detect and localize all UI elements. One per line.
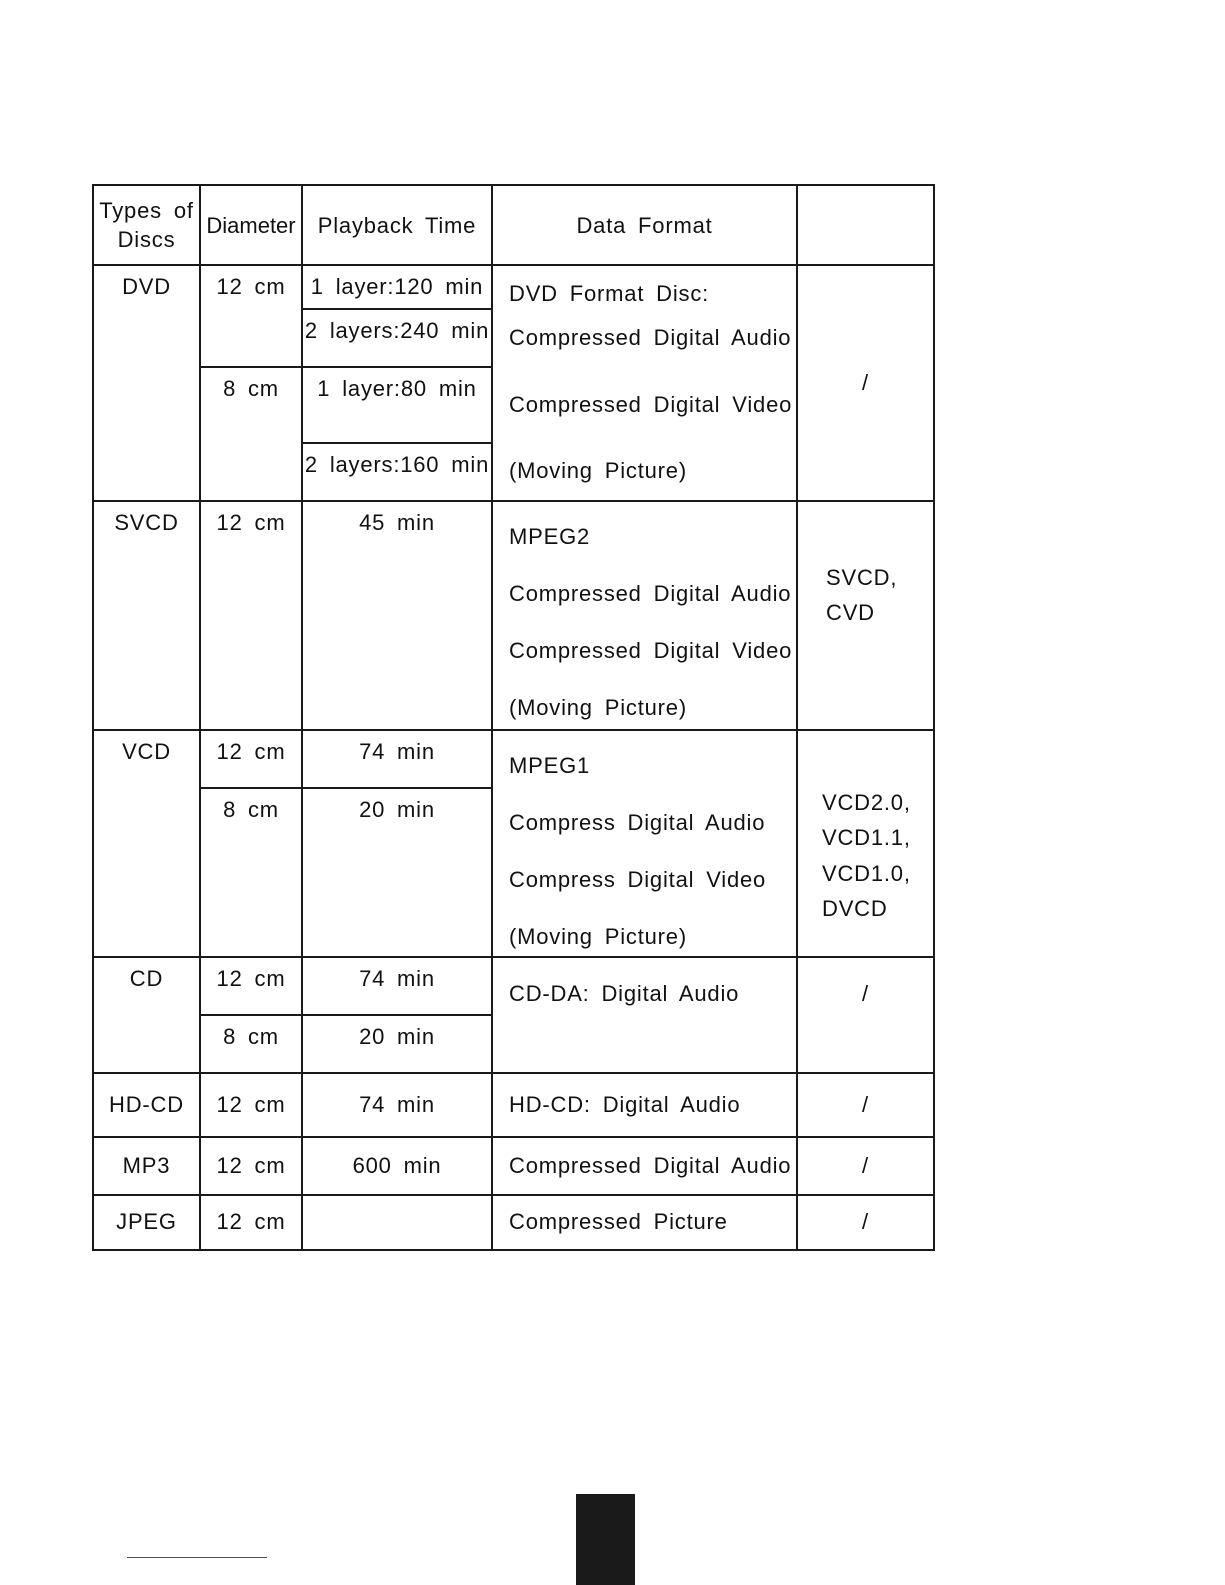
- header-row: [93, 185, 934, 265]
- mp3-type: MP3: [93, 1137, 200, 1195]
- dvd-data-format: [492, 265, 797, 501]
- dvd-playback-1: 1 layer:120 min: [302, 265, 492, 309]
- vcd-compat-line: VCD2.0,: [822, 789, 911, 815]
- vcd-type: VCD: [93, 730, 200, 957]
- svcd-format-line: Compressed Digital Audio: [509, 580, 792, 606]
- table-row: [93, 501, 934, 730]
- jpeg-data-format: Compressed Picture: [492, 1195, 797, 1250]
- svcd-type: SVCD: [93, 501, 200, 730]
- vcd-diameter-8: 8 cm: [200, 788, 302, 957]
- vcd-format-line: Compress Digital Audio: [509, 809, 766, 835]
- svcd-compat: [797, 501, 934, 730]
- table-row: [93, 957, 934, 1015]
- cd-data-format: CD-DA: Digital Audio: [492, 957, 797, 1073]
- svcd-playback: 45 min: [302, 501, 492, 730]
- svcd-diameter: 12 cm: [200, 501, 302, 730]
- svcd-format-line: (Moving Picture): [509, 694, 687, 720]
- header-data-format: Data Format: [492, 185, 797, 265]
- vcd-format-line: (Moving Picture): [509, 923, 687, 949]
- dvd-format-line: Compressed Digital Audio: [509, 325, 792, 350]
- dvd-playback-2: 2 layers:240 min: [302, 309, 492, 367]
- dvd-playback-4: 2 layers:160 min: [302, 443, 492, 501]
- mp3-diameter: 12 cm: [200, 1137, 302, 1195]
- dvd-playback-3: 1 layer:80 min: [302, 367, 492, 443]
- svcd-data-format: [492, 501, 797, 730]
- dvd-type: DVD: [93, 265, 200, 501]
- mp3-playback: 600 min: [302, 1137, 492, 1195]
- vcd-compat-line: VCD1.1,: [822, 825, 911, 850]
- hdcd-compat: /: [797, 1073, 934, 1137]
- jpeg-diameter: 12 cm: [200, 1195, 302, 1250]
- dvd-diameter-8: 8 cm: [200, 367, 302, 501]
- cd-compat: /: [797, 957, 934, 1073]
- cd-type: CD: [93, 957, 200, 1073]
- svcd-compat-line: SVCD,: [826, 564, 898, 590]
- vcd-compat: [797, 730, 934, 957]
- table-row: [93, 1073, 934, 1137]
- page-number-tab: [576, 1494, 635, 1585]
- vcd-playback-12: 74 min: [302, 730, 492, 788]
- header-compatibility: [797, 185, 934, 265]
- vcd-data-format: [492, 730, 797, 957]
- vcd-compat-line: DVCD: [822, 896, 888, 921]
- vcd-playback-8: 20 min: [302, 788, 492, 957]
- vcd-compat-line: VCD1.0,: [822, 860, 911, 886]
- dvd-format-line: DVD Format Disc:: [509, 281, 710, 306]
- table-row: [93, 1137, 934, 1195]
- svcd-format-line: MPEG2: [509, 523, 591, 549]
- table-row: [93, 730, 934, 788]
- jpeg-compat: /: [797, 1195, 934, 1250]
- svcd-compat-line: CVD: [826, 599, 875, 625]
- cd-diameter-8: 8 cm: [200, 1015, 302, 1073]
- vcd-diameter-12: 12 cm: [200, 730, 302, 788]
- header-playback: Playback Time: [302, 185, 492, 265]
- header-types: Types of Discs: [93, 185, 200, 265]
- header-diameter: Diameter: [200, 185, 302, 265]
- disc-types-table: [92, 184, 935, 1251]
- dvd-diameter-12: 12 cm: [200, 265, 302, 367]
- mp3-data-format: Compressed Digital Audio: [492, 1137, 797, 1195]
- hdcd-data-format: HD-CD: Digital Audio: [492, 1073, 797, 1137]
- dvd-format-line: (Moving Picture): [509, 458, 687, 483]
- footer-rule: [127, 1557, 267, 1558]
- cd-diameter-12: 12 cm: [200, 957, 302, 1015]
- svcd-format-line: Compressed Digital Video: [509, 637, 793, 663]
- dvd-compat: /: [797, 265, 934, 501]
- hdcd-playback: 74 min: [302, 1073, 492, 1137]
- table-row: [93, 265, 934, 309]
- table-row: [93, 1195, 934, 1250]
- jpeg-type: JPEG: [93, 1195, 200, 1250]
- hdcd-type: HD-CD: [93, 1073, 200, 1137]
- jpeg-playback: [302, 1195, 492, 1250]
- hdcd-diameter: 12 cm: [200, 1073, 302, 1137]
- cd-playback-8: 20 min: [302, 1015, 492, 1073]
- cd-playback-12: 74 min: [302, 957, 492, 1015]
- vcd-format-line: MPEG1: [509, 752, 591, 778]
- dvd-format-line: Compressed Digital Video: [509, 391, 793, 417]
- mp3-compat: /: [797, 1137, 934, 1195]
- vcd-format-line: Compress Digital Video: [509, 866, 767, 892]
